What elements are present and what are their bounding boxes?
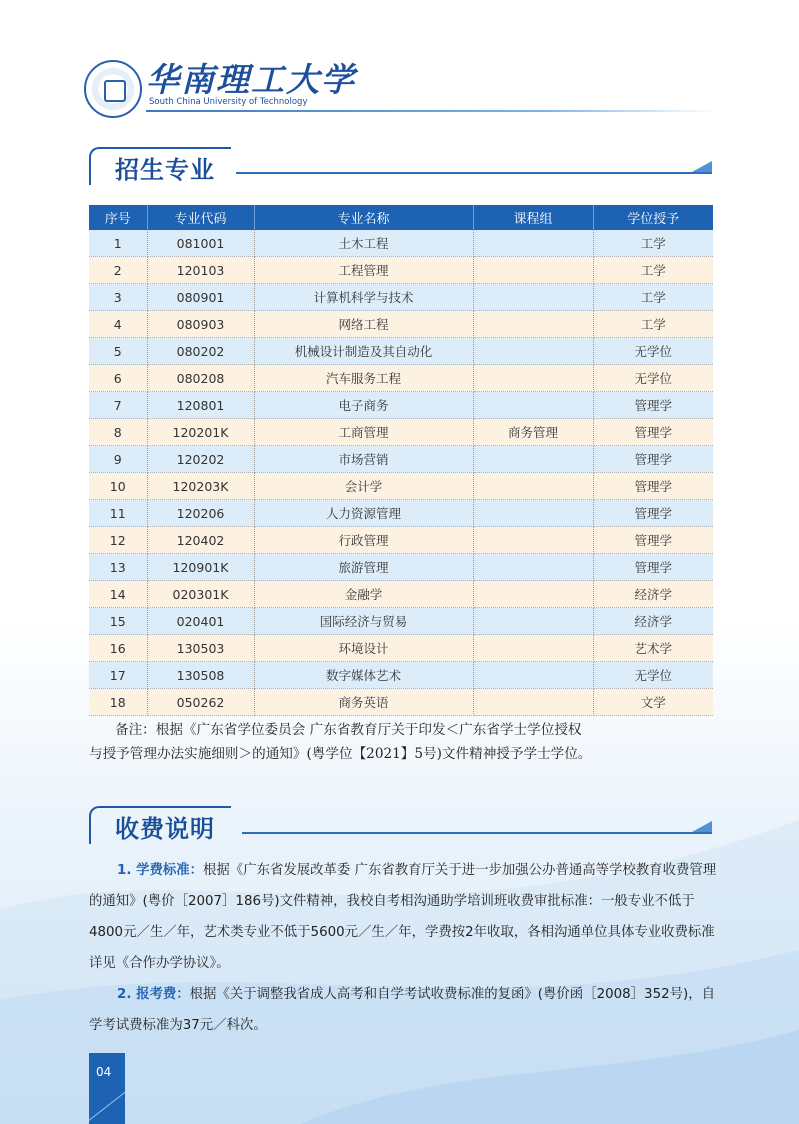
cell-name: 人力资源管理 xyxy=(254,500,473,527)
table-row xyxy=(89,608,713,635)
cell-name: 行政管理 xyxy=(254,527,473,554)
table-row xyxy=(89,500,713,527)
table-row xyxy=(89,419,713,446)
cell-degree: 工学 xyxy=(593,257,713,284)
cell-degree: 工学 xyxy=(593,284,713,311)
majors-table xyxy=(89,205,713,716)
cell-name: 旅游管理 xyxy=(254,554,473,581)
header-divider xyxy=(146,110,716,112)
cell-name: 工程管理 xyxy=(254,257,473,284)
cell-course-group xyxy=(473,500,593,527)
cell-index: 6 xyxy=(89,365,147,392)
cell-index: 1 xyxy=(89,230,147,257)
cell-name: 汽车服务工程 xyxy=(254,365,473,392)
cell-code: 120202 xyxy=(147,446,254,473)
cell-index: 14 xyxy=(89,581,147,608)
fee-item-exam xyxy=(89,979,717,1041)
cell-degree: 无学位 xyxy=(593,365,713,392)
page-number-box xyxy=(89,1053,125,1124)
cell-degree: 经济学 xyxy=(593,608,713,635)
cell-name: 数字媒体艺术 xyxy=(254,662,473,689)
page-number: 04 xyxy=(96,1065,112,1079)
cell-course-group xyxy=(473,311,593,338)
cell-course-group xyxy=(473,284,593,311)
cell-degree: 经济学 xyxy=(593,581,713,608)
university-name-en: South China University of Technology xyxy=(149,97,308,107)
section-majors-line xyxy=(236,172,712,174)
cell-name: 电子商务 xyxy=(254,392,473,419)
majors-table-body xyxy=(89,230,713,716)
cell-index: 3 xyxy=(89,284,147,311)
section-title-majors-text: 招生专业 xyxy=(115,156,215,184)
section-majors-triangle xyxy=(692,161,712,172)
cell-course-group xyxy=(473,473,593,500)
table-row xyxy=(89,311,713,338)
cell-index: 11 xyxy=(89,500,147,527)
cell-name: 市场营销 xyxy=(254,446,473,473)
cell-index: 2 xyxy=(89,257,147,284)
cell-course-group xyxy=(473,338,593,365)
cell-code: 120801 xyxy=(147,392,254,419)
header-index: 序号 xyxy=(89,205,147,230)
cell-course-group xyxy=(473,230,593,257)
cell-degree: 工学 xyxy=(593,230,713,257)
table-row xyxy=(89,257,713,284)
cell-code: 120402 xyxy=(147,527,254,554)
cell-code: 080903 xyxy=(147,311,254,338)
cell-name: 环境设计 xyxy=(254,635,473,662)
cell-code: 080208 xyxy=(147,365,254,392)
cell-degree: 艺术学 xyxy=(593,635,713,662)
table-row xyxy=(89,392,713,419)
cell-index: 18 xyxy=(89,689,147,716)
fee-item-tuition-label: 1. 学费标准： xyxy=(117,863,204,878)
cell-name: 机械设计制造及其自动化 xyxy=(254,338,473,365)
cell-degree: 工学 xyxy=(593,311,713,338)
cell-course-group xyxy=(473,392,593,419)
cell-code: 130503 xyxy=(147,635,254,662)
section-fees-line xyxy=(242,832,712,834)
cell-index: 15 xyxy=(89,608,147,635)
cell-code: 120103 xyxy=(147,257,254,284)
table-row xyxy=(89,338,713,365)
fee-item-exam-label: 2. 报考费： xyxy=(117,987,190,1002)
cell-course-group xyxy=(473,635,593,662)
cell-code: 120901K xyxy=(147,554,254,581)
table-row xyxy=(89,581,713,608)
cell-degree: 管理学 xyxy=(593,392,713,419)
cell-course-group xyxy=(473,608,593,635)
cell-index: 7 xyxy=(89,392,147,419)
note-line-1: 备注：根据《广东省学位委员会 广东省教育厅关于印发＜广东省学士学位授权 xyxy=(115,722,582,738)
cell-course-group xyxy=(473,365,593,392)
cell-degree: 无学位 xyxy=(593,338,713,365)
section-title-fees xyxy=(89,806,234,844)
table-row xyxy=(89,662,713,689)
cell-course-group: 商务管理 xyxy=(473,419,593,446)
cell-degree: 管理学 xyxy=(593,527,713,554)
fee-item-tuition xyxy=(89,855,717,979)
cell-code: 080901 xyxy=(147,284,254,311)
cell-name: 国际经济与贸易 xyxy=(254,608,473,635)
section-title-majors xyxy=(89,147,234,185)
cell-name: 土木工程 xyxy=(254,230,473,257)
cell-index: 16 xyxy=(89,635,147,662)
table-row xyxy=(89,473,713,500)
cell-degree: 管理学 xyxy=(593,554,713,581)
university-logo xyxy=(84,60,142,118)
cell-index: 10 xyxy=(89,473,147,500)
cell-course-group xyxy=(473,257,593,284)
cell-code: 080202 xyxy=(147,338,254,365)
cell-course-group xyxy=(473,446,593,473)
cell-code: 120201K xyxy=(147,419,254,446)
header-code: 专业代码 xyxy=(147,205,254,230)
table-row xyxy=(89,554,713,581)
cell-name: 会计学 xyxy=(254,473,473,500)
cell-name: 工商管理 xyxy=(254,419,473,446)
page-number-slash xyxy=(89,1090,125,1122)
cell-index: 9 xyxy=(89,446,147,473)
cell-degree: 管理学 xyxy=(593,446,713,473)
university-name-cn: 华南理工大学 xyxy=(146,60,356,99)
cell-course-group xyxy=(473,662,593,689)
cell-code: 020301K xyxy=(147,581,254,608)
cell-degree: 文学 xyxy=(593,689,713,716)
cell-code: 081001 xyxy=(147,230,254,257)
cell-index: 13 xyxy=(89,554,147,581)
fees-content xyxy=(89,855,717,1041)
section-title-fees-text: 收费说明 xyxy=(115,815,215,843)
table-row xyxy=(89,365,713,392)
cell-course-group xyxy=(473,581,593,608)
cell-code: 050262 xyxy=(147,689,254,716)
cell-course-group xyxy=(473,527,593,554)
table-row xyxy=(89,446,713,473)
header-degree: 学位授予 xyxy=(593,205,713,230)
cell-name: 金融学 xyxy=(254,581,473,608)
majors-table-header-row xyxy=(89,205,713,230)
majors-note xyxy=(89,718,717,766)
cell-index: 17 xyxy=(89,662,147,689)
cell-name: 网络工程 xyxy=(254,311,473,338)
note-line-2: 与授予管理办法实施细则＞的通知》(粤学位【2021】5号)文件精神授予学士学位。 xyxy=(89,746,592,762)
fee-item-tuition-text: 根据《广东省发展改革委 广东省教育厅关于进一步加强公办普通高等学校教育收费管理的通知》(粤价［2007］186号)文件精神，我校自考相沟通助学培训班收费审批标准：一般专业不低于4800元／生／年，艺术类专业不低于5600元／生／年，学费按2年收取，各相沟通单位具体专业收费标准详见《合作办学协议》。 xyxy=(89,863,717,971)
table-row xyxy=(89,230,713,257)
cell-code: 020401 xyxy=(147,608,254,635)
header-name: 专业名称 xyxy=(254,205,473,230)
cell-name: 计算机科学与技术 xyxy=(254,284,473,311)
cell-index: 8 xyxy=(89,419,147,446)
cell-course-group xyxy=(473,689,593,716)
cell-code: 120203K xyxy=(147,473,254,500)
cell-degree: 管理学 xyxy=(593,473,713,500)
cell-degree: 管理学 xyxy=(593,419,713,446)
cell-name: 商务英语 xyxy=(254,689,473,716)
cell-index: 4 xyxy=(89,311,147,338)
header-course-group: 课程组 xyxy=(473,205,593,230)
table-row xyxy=(89,689,713,716)
cell-course-group xyxy=(473,554,593,581)
cell-code: 120206 xyxy=(147,500,254,527)
table-row xyxy=(89,635,713,662)
table-row xyxy=(89,527,713,554)
cell-degree: 无学位 xyxy=(593,662,713,689)
section-fees-triangle xyxy=(692,821,712,832)
cell-index: 12 xyxy=(89,527,147,554)
cell-code: 130508 xyxy=(147,662,254,689)
table-row xyxy=(89,284,713,311)
fee-item-exam-text: 根据《关于调整我省成人高考和自学考试收费标准的复函》(粤价函［2008］352号)，自学考试费标准为37元／科次。 xyxy=(89,987,716,1033)
cell-index: 5 xyxy=(89,338,147,365)
cell-degree: 管理学 xyxy=(593,500,713,527)
